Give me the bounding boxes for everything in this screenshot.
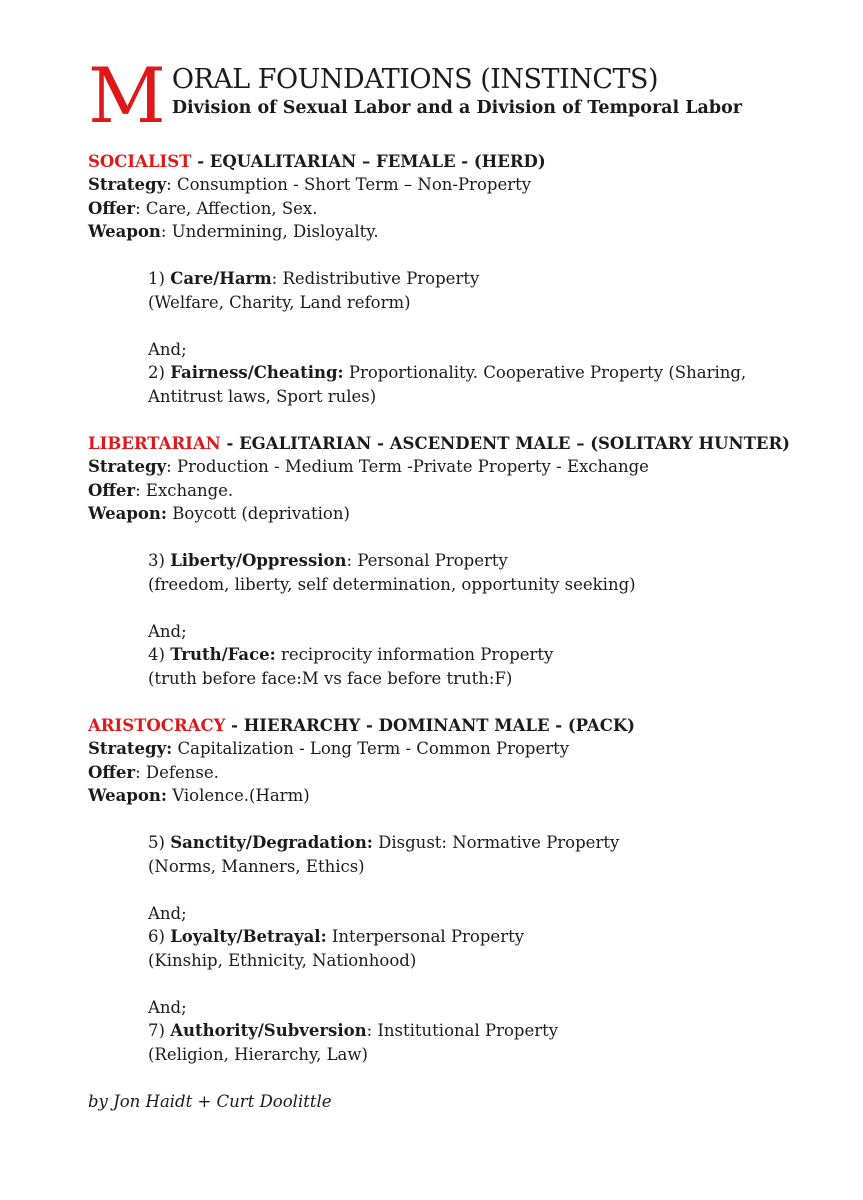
item-line [148,1019,823,1043]
strategy-line [88,455,823,479]
section-aristocracy [88,714,823,1067]
foundation-item-7 [148,996,823,1067]
strategy-line [88,173,823,197]
item-paren-line: (freedom, liberty, self determination, opportunity seeking) [148,574,636,594]
foundation-item-1 [148,267,823,314]
and-separator: And; [148,997,187,1017]
document-title: ORAL FOUNDATIONS (INSTINCTS) [171,64,659,95]
item-name: Authority/Subversion [170,1021,367,1040]
item-number: 7) [148,1021,171,1040]
weapon-label: Weapon: [88,504,168,523]
section-label: LIBERTARIAN [88,433,221,453]
offer-label: Offer [88,198,136,218]
weapon-line [88,220,823,244]
item-name: Sanctity/Degradation: [170,833,373,852]
strategy-label: Strategy [88,175,167,194]
section-socialist [88,150,823,409]
item-paren-line: (Kinship, Ethnicity, Nationhood) [148,950,417,970]
item-paren-line: (Welfare, Charity, Land reform) [148,292,411,312]
section-libertarian [88,432,823,691]
item-number: 3) [148,551,171,570]
foundation-item-5 [148,831,823,878]
strategy-line [88,737,823,761]
item-line [148,831,823,855]
item-paren-line: (truth before face:M vs face before truth:F) [148,668,513,688]
foundation-item-6 [148,902,823,973]
strategy-label: Strategy: [88,739,173,758]
item-name: Liberty/Oppression [170,551,347,570]
and-separator: And; [148,339,187,359]
item-number: 6) [148,927,171,946]
weapon-line [88,784,823,808]
item-text: Proportionality. Cooperative Property (Sharing, [343,363,747,382]
strategy-text: : Consumption - Short Term – Non-Property [166,175,532,194]
item-paren-line: Antitrust laws, Sport rules) [148,386,377,406]
item-text: : Personal Property [346,551,508,570]
item-line [148,549,823,573]
weapon-label: Weapon [88,222,161,241]
item-text: : Institutional Property [366,1021,559,1040]
weapon-text: Boycott (deprivation) [167,504,350,523]
author-byline: by Jon Haidt + Curt Doolittle [88,1091,332,1111]
item-line [148,925,823,949]
document-header [88,51,823,140]
section-heading [88,150,823,174]
foundation-item-3 [148,549,823,596]
offer-line [88,479,823,503]
weapon-line [88,502,823,526]
section-label: ARISTOCRACY [88,715,226,735]
offer-text: : Defense. [135,762,219,782]
section-heading [88,432,823,456]
title-block [172,64,742,121]
section-heading [88,714,823,738]
weapon-text: Violence.(Harm) [167,786,310,805]
offer-label: Offer [88,480,136,500]
document-subtitle: Division of Sexual Labor and a Division of Temporal Labor [171,98,743,118]
item-text: Interpersonal Property [326,927,525,946]
section-label: SOCIALIST [88,151,192,171]
title-dropcap: M [88,51,166,140]
offer-line [88,197,823,221]
item-name: Loyalty/Betrayal: [170,927,327,946]
section-heading-rest: - EQUALITARIAN – FEMALE - (HERD) [191,151,546,171]
item-number: 2) [148,363,171,382]
item-line [148,643,823,667]
strategy-text: Capitalization - Long Term - Common Property [172,739,570,758]
foundation-item-4 [148,620,823,691]
item-text: reciprocity information Property [275,645,554,664]
offer-text: : Exchange. [135,480,234,500]
item-line [148,267,823,291]
item-paren-line: (Religion, Hierarchy, Law) [148,1044,368,1064]
weapon-label: Weapon: [88,786,168,805]
strategy-text: : Production - Medium Term -Private Property - Exchange [166,457,649,476]
foundation-item-2 [148,338,823,409]
item-name: Care/Harm [170,269,272,288]
strategy-label: Strategy [88,457,167,476]
item-text: : Redistributive Property [271,269,480,288]
item-name: Truth/Face: [170,645,276,664]
item-number: 1) [148,269,171,288]
offer-label: Offer [88,762,136,782]
item-name: Fairness/Cheating: [170,363,344,382]
and-separator: And; [148,903,187,923]
item-number: 4) [148,645,171,664]
section-heading-rest: - EGALITARIAN - ASCENDENT MALE – (SOLITARY HUNTER) [220,433,790,453]
offer-text: : Care, Affection, Sex. [135,198,318,218]
item-number: 5) [148,833,171,852]
weapon-text: : Undermining, Disloyalty. [160,222,379,241]
item-text: Disgust: Normative Property [372,833,620,852]
item-line [148,361,823,385]
and-separator: And; [148,621,187,641]
offer-line [88,761,823,785]
section-heading-rest: - HIERARCHY - DOMINANT MALE - (PACK) [225,715,635,735]
item-paren-line: (Norms, Manners, Ethics) [148,856,365,876]
